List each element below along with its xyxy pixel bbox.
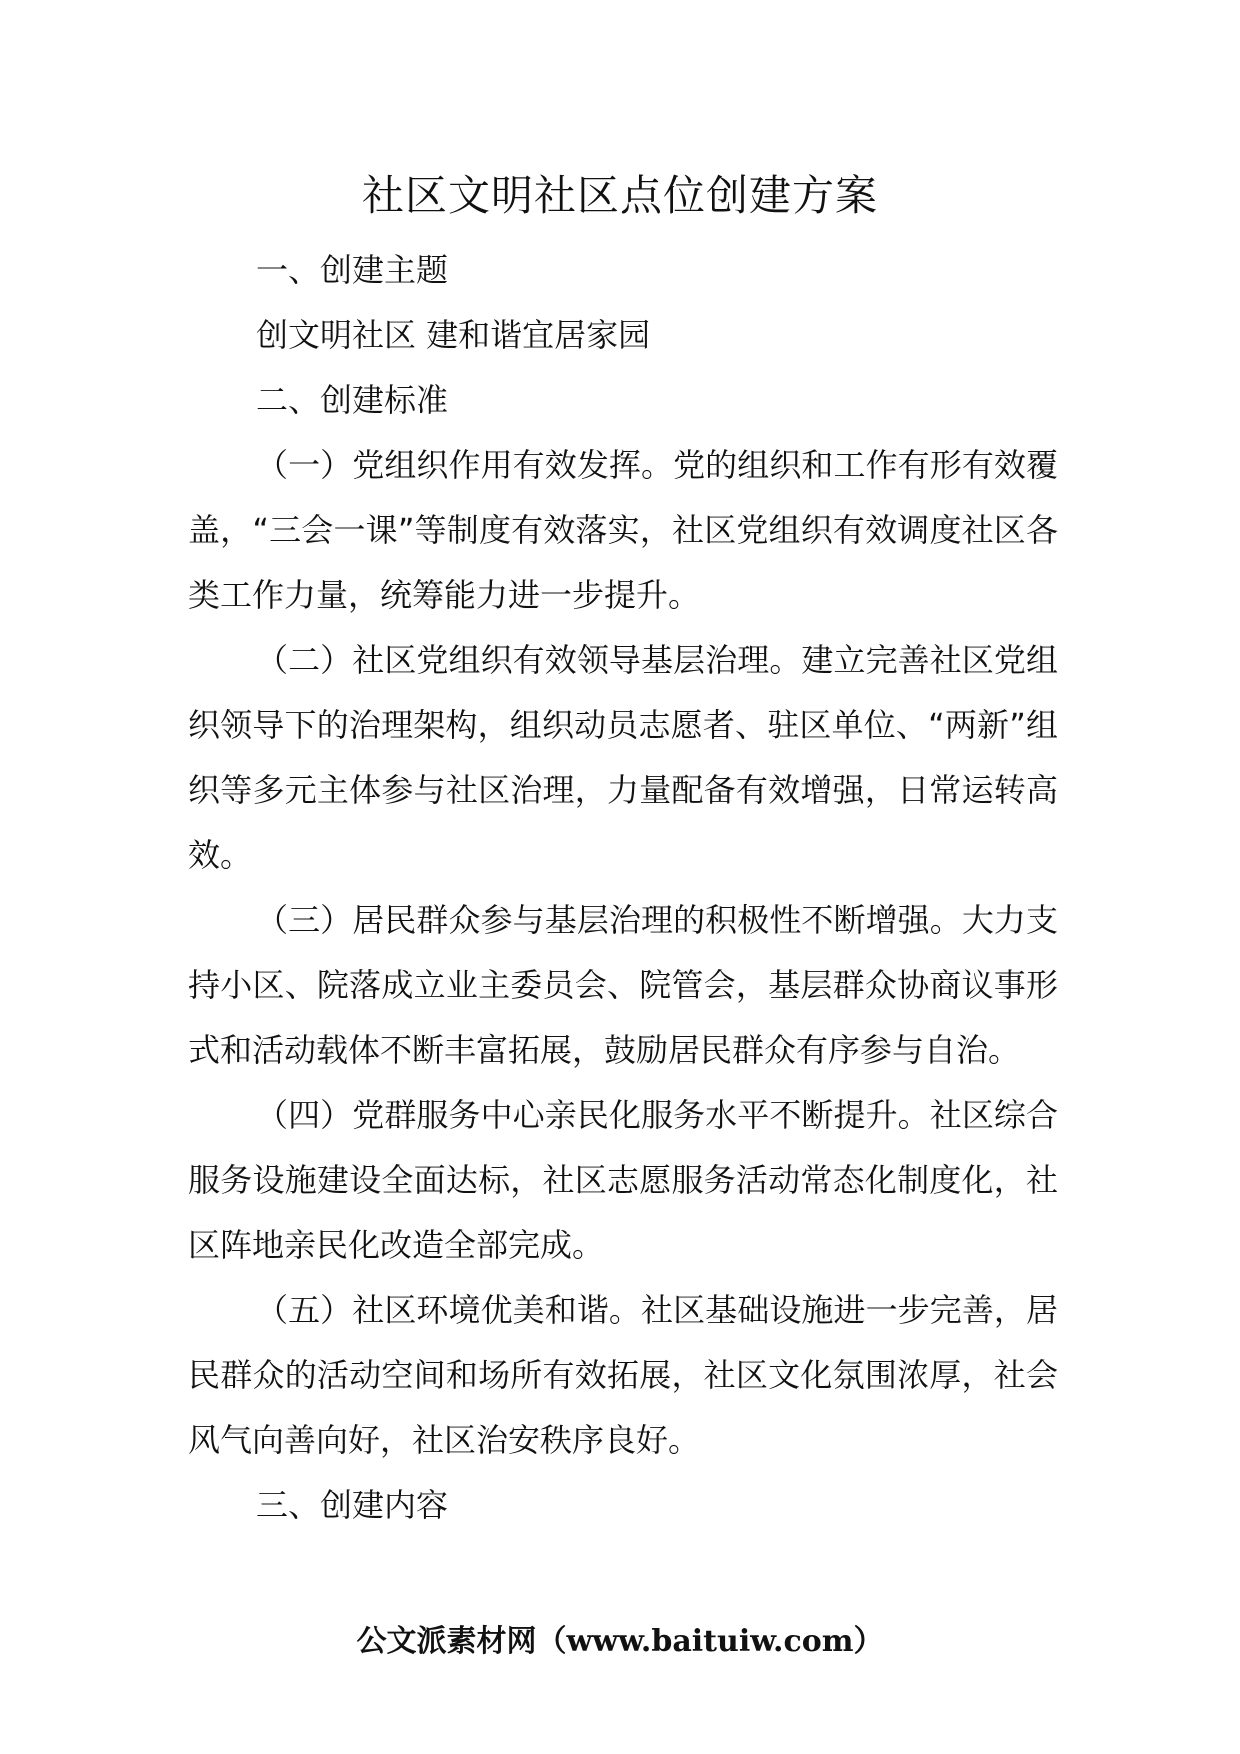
document-title: 社区文明社区点位创建方案 xyxy=(361,171,878,220)
standard-paragraph-3: （三）居民群众参与基层治理的积极性不断增强。大力支持小区、院落成立业主委员会、院管会，基层群众协商议事形式和活动载体不断丰富拓展，鼓励居民群众有序参与自治。 xyxy=(188,901,1058,1069)
standard-paragraph-4: （四）党群服务中心亲民化服务水平不断提升。社区综合服务设施建设全面达标，社区志愿服务活动常态化制度化，社区阵地亲民化改造全部完成。 xyxy=(188,1096,1058,1264)
section-heading-standards: 二、创建标准 xyxy=(256,381,449,419)
standard-paragraph-2: （二）社区党组织有效领导基层治理。建立完善社区党组织领导下的治理架构，组织动员志愿者、驻区单位、“两新”组织等多元主体参与社区治理，力量配备有效增强，日常运转高效。 xyxy=(188,641,1058,874)
theme-text: 创文明社区 建和谐宜居家园 xyxy=(256,316,651,354)
standard-paragraph-5: （五）社区环境优美和谐。社区基础设施进一步完善，居民群众的活动空间和场所有效拓展，社区文化氛围浓厚，社会风气向善向好，社区治安秩序良好。 xyxy=(188,1291,1058,1459)
section-heading-content: 三、创建内容 xyxy=(256,1486,449,1524)
standard-paragraph-1: （一）党组织作用有效发挥。党的组织和工作有形有效覆盖，“三会一课”等制度有效落实，社区党组织有效调度社区各类工作力量，统筹能力进一步提升。 xyxy=(188,446,1058,614)
document-body xyxy=(188,238,1058,1538)
section-heading-theme: 一、创建主题 xyxy=(256,251,449,289)
footer-source: 公文派素材网（www.baituiw.com） xyxy=(356,1624,884,1659)
